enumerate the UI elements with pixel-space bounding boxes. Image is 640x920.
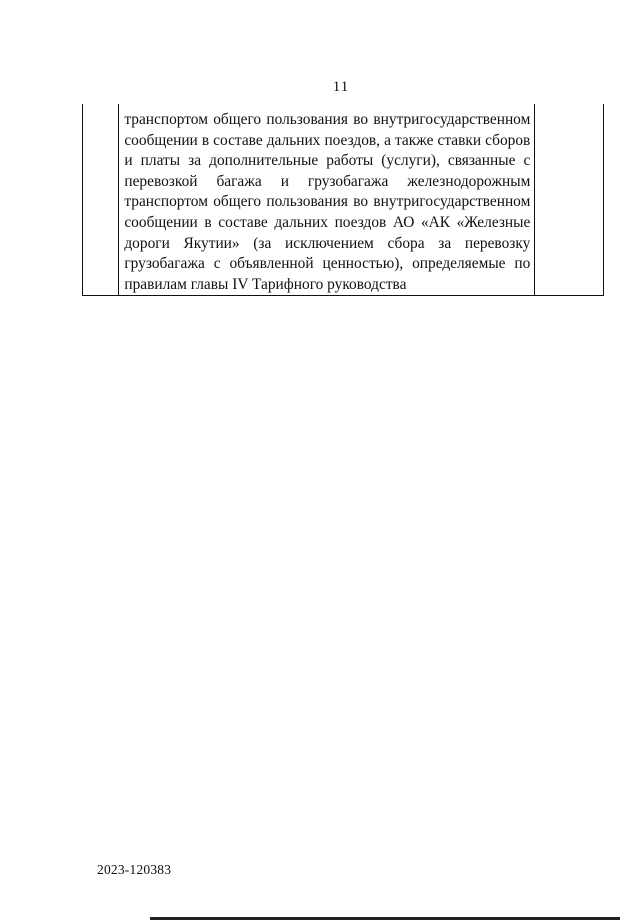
description-line: правилам главы IV Тарифного руководства: [124, 275, 407, 293]
document-code: 2023-120383: [97, 862, 172, 877]
description-line: грузобагажа с объявленной ценностью), определяемые по: [124, 255, 531, 273]
row-number-cell: [83, 104, 119, 296]
description-line: и платы за дополнительные работы (услуги), связанные с: [124, 152, 531, 170]
description-cell: [119, 104, 535, 296]
description-line: сообщении в составе дальних поездов АО «АК «Железные: [124, 213, 531, 231]
description-line: сообщении в составе дальних поездов, а также ставки сборов: [124, 131, 531, 149]
description-line: транспортом общего пользования во внутригосударственном: [124, 111, 531, 128]
description-line: перевозкой багажа и грузобагажа железнодорожным: [124, 172, 531, 190]
table-row: [83, 104, 604, 296]
tariff-table: [82, 104, 604, 296]
description-line: дороги Якутии» (за исключением сбора за перевозку: [124, 234, 531, 252]
description-line: транспортом общего пользования во внутригосударственном: [124, 193, 531, 211]
extra-cell: [535, 104, 604, 296]
page-number: 11: [332, 79, 350, 95]
